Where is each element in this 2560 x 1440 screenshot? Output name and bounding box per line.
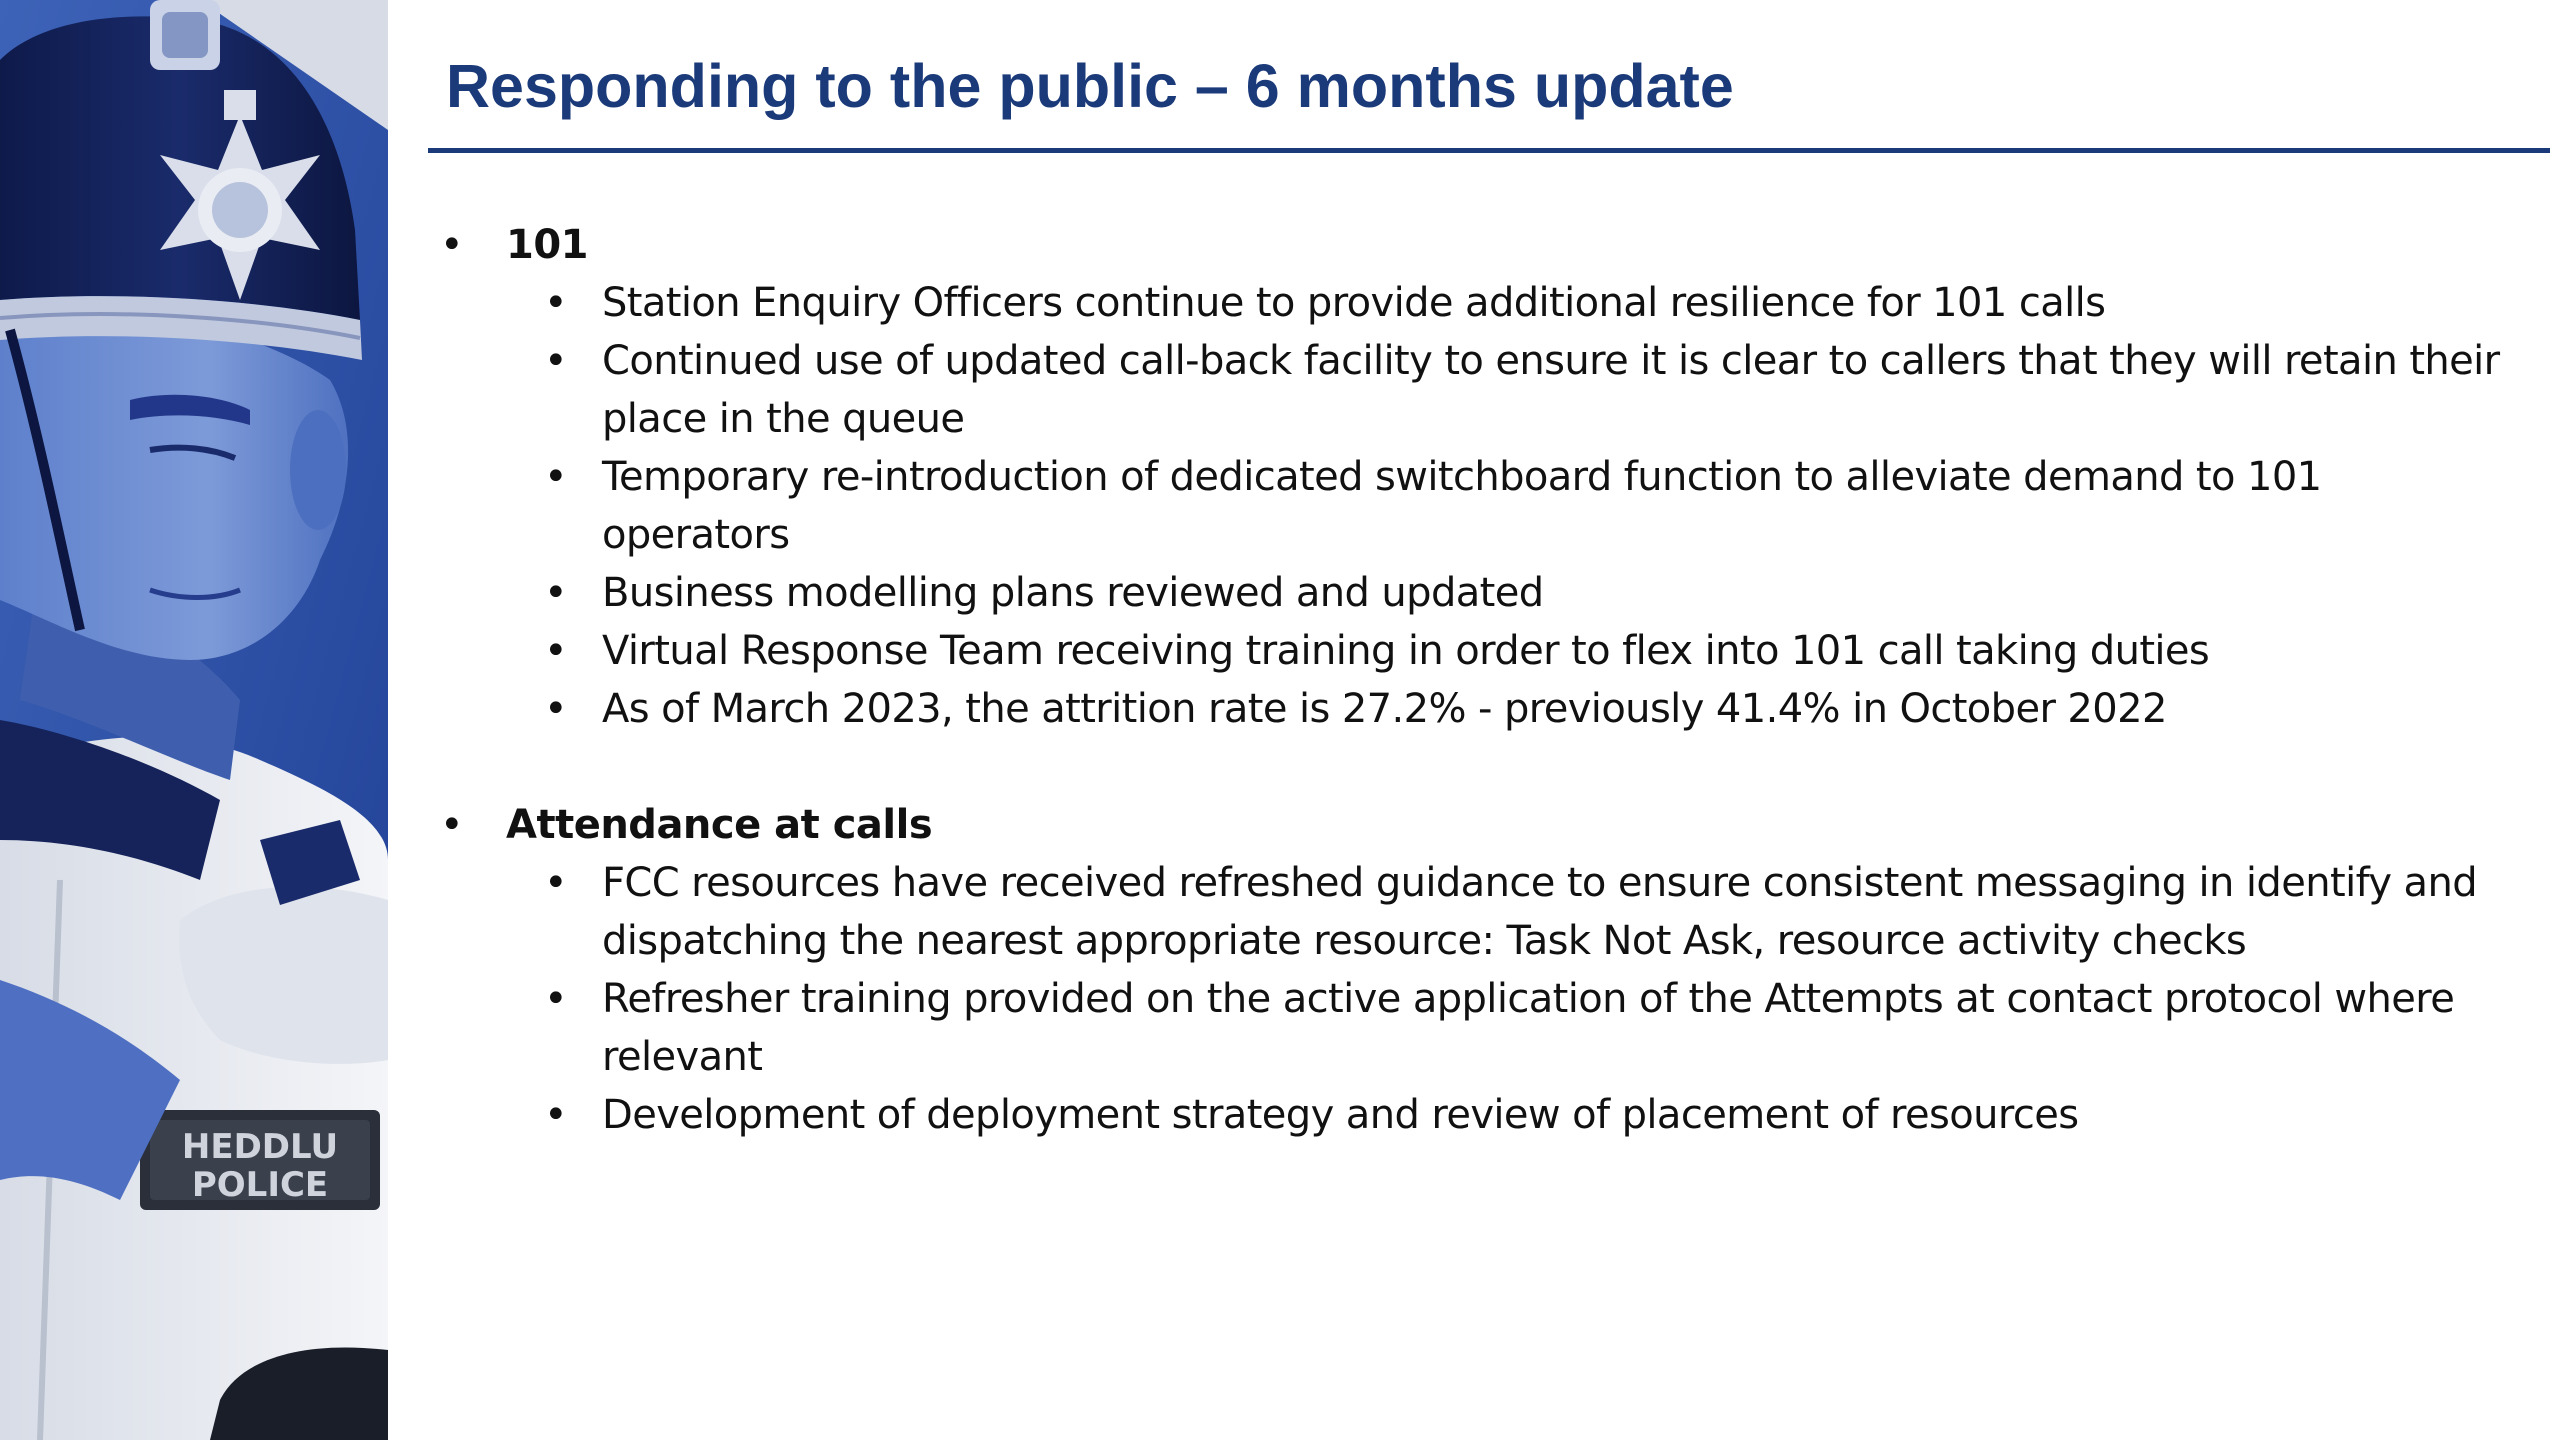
list-item: • As of March 2023, the attrition rate is 27.2% - previously 41.4% in October 2022 [602,680,2520,738]
bullet-list [506,854,2520,1144]
section-attendance-at-calls [440,796,2520,1144]
list-item: • Refresher training provided on the active application of the Attempts at contact protocol where relevant [602,970,2520,1086]
list-item: • Development of deployment strategy and review of placement of resources [602,1086,2520,1144]
police-officer-photo [0,0,388,1440]
badge-text-line-1: HEDDLU [181,1127,339,1167]
list-item: • Business modelling plans reviewed and updated [602,564,2520,622]
bullet-list [506,274,2520,738]
list-item: • Continued use of updated call-back facility to ensure it is clear to callers that they will retain their place in the queue [602,332,2520,448]
title-divider [428,148,2550,153]
badge-text-line-2: POLICE [191,1165,329,1205]
slide-content [440,216,2520,1144]
section-heading: • 101 [506,216,2520,274]
slide-title: Responding to the public – 6 months update [446,52,1734,120]
section-101 [440,216,2520,738]
list-item: • FCC resources have received refreshed guidance to ensure consistent messaging in identify and dispatching the nearest appropriate resource: Task Not Ask, resource activity checks [602,854,2520,970]
section-heading: • Attendance at calls [506,796,2520,854]
list-item: • Temporary re-introduction of dedicated switchboard function to alleviate demand to 101 operators [602,448,2520,564]
list-item: • Virtual Response Team receiving training in order to flex into 101 call taking duties [602,622,2520,680]
list-item: • Station Enquiry Officers continue to provide additional resilience for 101 calls [602,274,2520,332]
